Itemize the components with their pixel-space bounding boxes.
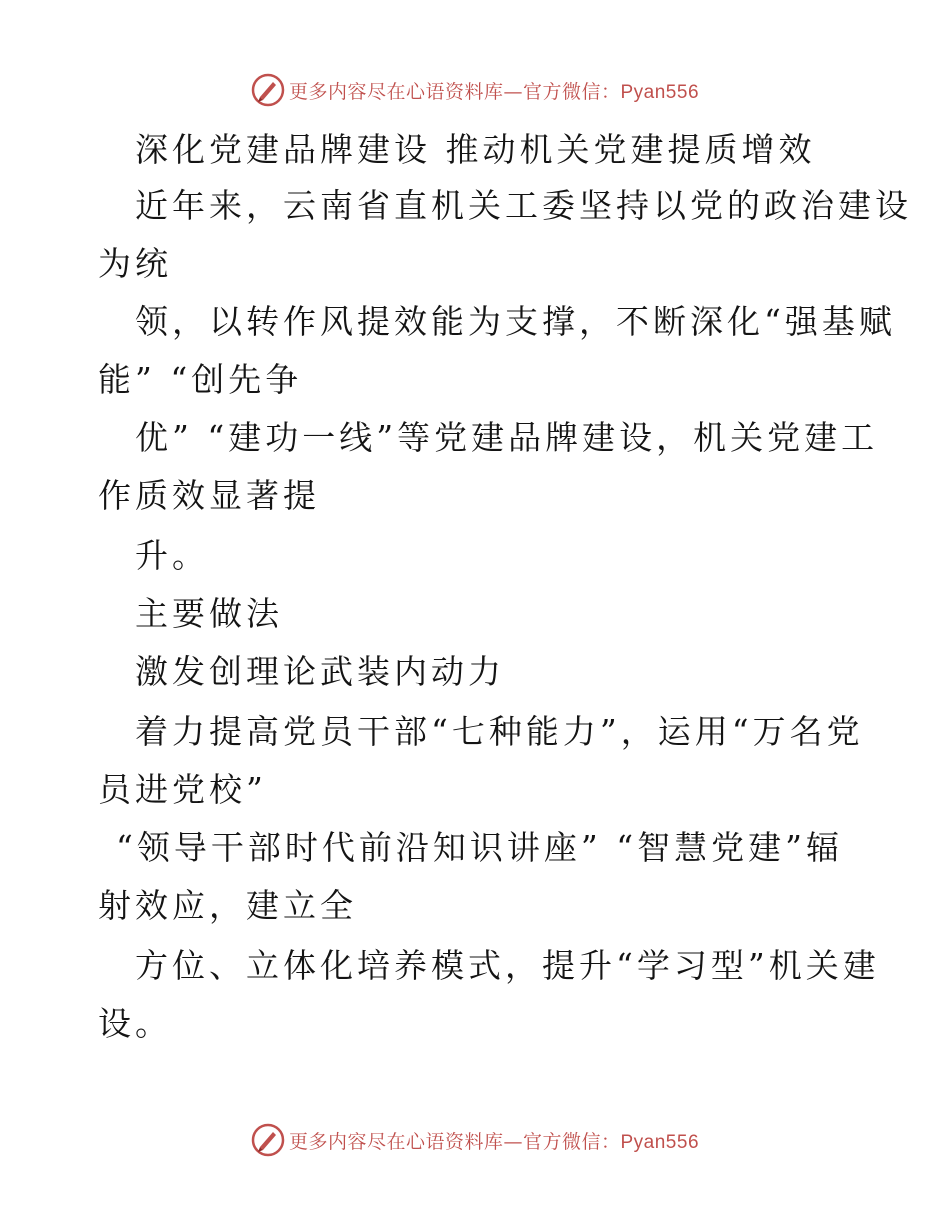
paragraph-line: 近年来，云南省直机关工委坚持以党的政治建设: [135, 186, 912, 225]
banner-text: 更多内容尽在心语资料库—官方微信：Pyan556: [288, 80, 700, 103]
header-watermark-banner: [0, 70, 950, 110]
wechat-id: Pyan556: [620, 1131, 700, 1153]
paragraph-line: 员进党校”: [98, 770, 267, 809]
pen-logo-icon: [251, 1123, 285, 1157]
subsection-heading: 激发创理论武装内动力: [135, 652, 505, 691]
wechat-id: Pyan556: [620, 81, 700, 103]
paragraph-line: 领，以转作风提效能为支撑，不断深化“强基赋: [135, 302, 896, 341]
document-title: 深化党建品牌建设 推动机关党建提质增效: [135, 130, 816, 169]
paragraph-line: 设。: [98, 1004, 172, 1043]
section-heading: 主要做法: [135, 594, 283, 633]
paragraph-line: 升。: [135, 536, 209, 575]
footer-watermark-banner: [0, 1120, 950, 1160]
paragraph-line: 作质效显著提: [98, 476, 320, 515]
pen-logo-icon: [251, 73, 285, 107]
paragraph-line: 优” “建功一线”等党建品牌建设，机关党建工: [135, 418, 879, 457]
paragraph-line: 射效应，建立全: [98, 886, 357, 925]
paragraph-line: 方位、立体化培养模式，提升“学习型”机关建: [135, 946, 880, 985]
paragraph-line: 能” “创先争: [98, 360, 303, 399]
paragraph-line: 为统: [98, 244, 172, 283]
paragraph-line: 着力提高党员干部“七种能力”，运用“万名党: [135, 712, 864, 751]
paragraph-line: “领导干部时代前沿知识讲座” “智慧党建”辐: [116, 828, 843, 867]
banner-text: 更多内容尽在心语资料库—官方微信：Pyan556: [288, 1130, 700, 1153]
